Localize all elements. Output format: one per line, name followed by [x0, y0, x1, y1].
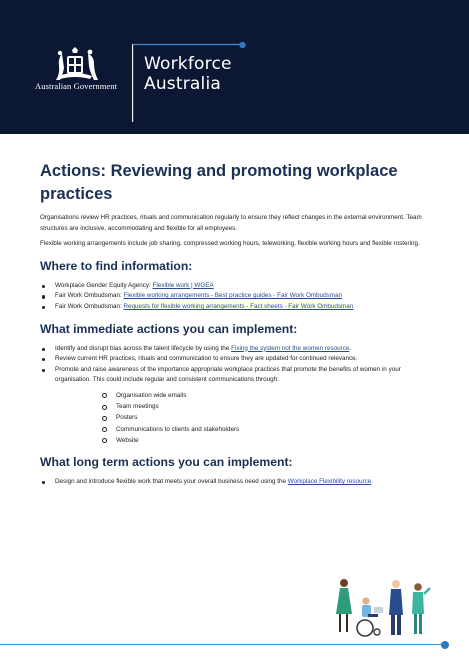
link-fixing-the-system[interactable]: Fixing the system not the women resource [231, 344, 350, 352]
list-item: Fair Work Ombudsman: Requests for flexible working arrangements - Fact sheets - Fair Work Ombudsman [40, 302, 435, 313]
list-item: Fair Work Ombudsman: Flexible working arrangements - Best practice guides - Fair Work Ombudsman [40, 291, 435, 302]
sub-list-item: Organisation wide emails [102, 390, 435, 401]
link-fwo-fact-sheets[interactable]: Requests for flexible working arrangements - Fact sheets - Fair Work Ombudsman [123, 302, 354, 310]
sub-list-item: Posters [102, 412, 435, 423]
sub-list-item: Website [102, 435, 435, 446]
link-wgea-flexible-work[interactable]: Flexible work | WGEA [152, 281, 214, 289]
immediate-actions-list [40, 344, 435, 446]
communication-channels-list [102, 390, 435, 446]
info-list [40, 281, 435, 313]
header-banner [0, 0, 469, 134]
list-item: Identify and disrupt bias across the talent lifecycle by using the Fixing the system not the women resource. [40, 344, 435, 355]
list-item: Review current HR practices, rituals and communication to ensure they are updated for continued relevance. [40, 354, 435, 365]
intro-paragraph-1: Organisations review HR practices, rituals and communication regularly to ensure they reflect changes in the external environment. Team structures are inclusive, accommodating and flexible for all employees. [40, 214, 422, 232]
list-item: Promote and raise awareness of the importance appropriate workplace practices that promote the benefits of women in your organisation. This could include regular and consistent communications through: Organisation wide emails Team meetings Posters Communications to clients and stakeholders Website [40, 365, 435, 446]
sub-list-item: Communications to clients and stakeholders [102, 424, 435, 435]
government-label: Australian Government [35, 81, 118, 91]
footer-rule [0, 644, 444, 645]
brand-title-line1: Workforce [144, 54, 232, 74]
brand-title-line2: Australia [144, 74, 221, 94]
section-heading-immediate: What immediate actions you can implement: [40, 321, 298, 336]
footer-dot-icon [441, 641, 449, 649]
list-item: Workplace Gender Equity Agency: Flexible work | WGEA [40, 281, 435, 292]
intro-paragraph-2: Flexible working arrangements include job sharing, compressed working hours, teleworking, flexible working hours and flexible rostering. [40, 240, 420, 248]
link-workplace-flexibility[interactable]: Workplace Flexibility resource [287, 477, 372, 485]
sub-list-item: Team meetings [102, 401, 435, 412]
longterm-actions-list [40, 477, 435, 488]
list-item: Design and introduce flexible work that meets your overall business need using the Workplace Flexibility resource. [40, 477, 435, 488]
section-heading-info: Where to find information: [40, 258, 193, 273]
document-body [40, 160, 435, 488]
section-heading-longterm: What long term actions you can implement: [40, 454, 293, 469]
coat-of-arms-icon [38, 46, 130, 102]
people-illustration [330, 574, 440, 640]
page-title: Actions: Reviewing and promoting workplace practices [40, 162, 398, 203]
link-fwo-best-practice[interactable]: Flexible working arrangements - Best practice guides - Fair Work Ombudsman [123, 292, 343, 300]
